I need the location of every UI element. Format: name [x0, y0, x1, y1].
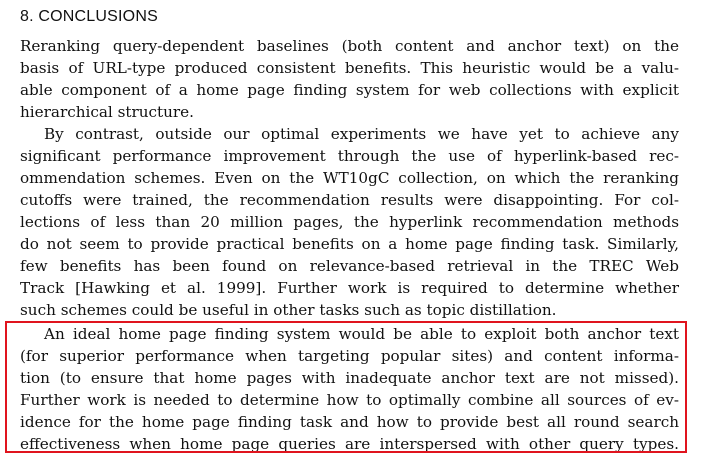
text-line: cutoffs were trained, the recommendation results were disappointing. For col-: [20, 191, 679, 209]
highlight-box: [5, 321, 687, 453]
text-line: lections of less than 20 million pages, the hyperlink recommendation methods: [20, 213, 679, 231]
text-line: Reranking query-dependent baselines (both content and anchor text) on the: [20, 37, 679, 55]
text-line: idence for the home page finding task and how to provide best all round search: [20, 413, 679, 431]
text-line: Further work is needed to determine how to optimally combine all sources of ev-: [20, 391, 679, 409]
text-line: tion (to ensure that home pages with inadequate anchor text are not missed).: [20, 369, 679, 387]
text-line: significant performance improvement through the use of hyperlink-based rec-: [20, 147, 679, 165]
text-line: (for superior performance when targeting popular sites) and content informa-: [20, 347, 679, 365]
text-line: An ideal home page finding system would be able to exploit both anchor text: [44, 325, 679, 343]
text-line: hierarchical structure.: [20, 103, 194, 121]
section-heading: 8. CONCLUSIONS: [20, 8, 158, 25]
text-line: few benefits has been found on relevance-based retrieval in the TREC Web: [20, 257, 679, 275]
text-line: Track [Hawking et al. 1999]. Further work is required to determine whether: [20, 279, 679, 297]
text-line: such schemes could be useful in other tasks such as topic distillation.: [20, 301, 557, 319]
text-line: By contrast, outside our optimal experiments we have yet to achieve any: [44, 125, 679, 143]
text-line: ommendation schemes. Even on the WT10gC collection, on which the reranking: [20, 169, 679, 187]
text-line: able component of a home page finding system for web collections with explicit: [20, 81, 679, 99]
text-line: effectiveness when home page queries are interspersed with other query types.: [20, 435, 679, 453]
text-line: do not seem to provide practical benefits on a home page finding task. Similarly,: [20, 235, 679, 253]
text-line: basis of URL-type produced consistent benefits. This heuristic would be a valu-: [20, 59, 679, 77]
